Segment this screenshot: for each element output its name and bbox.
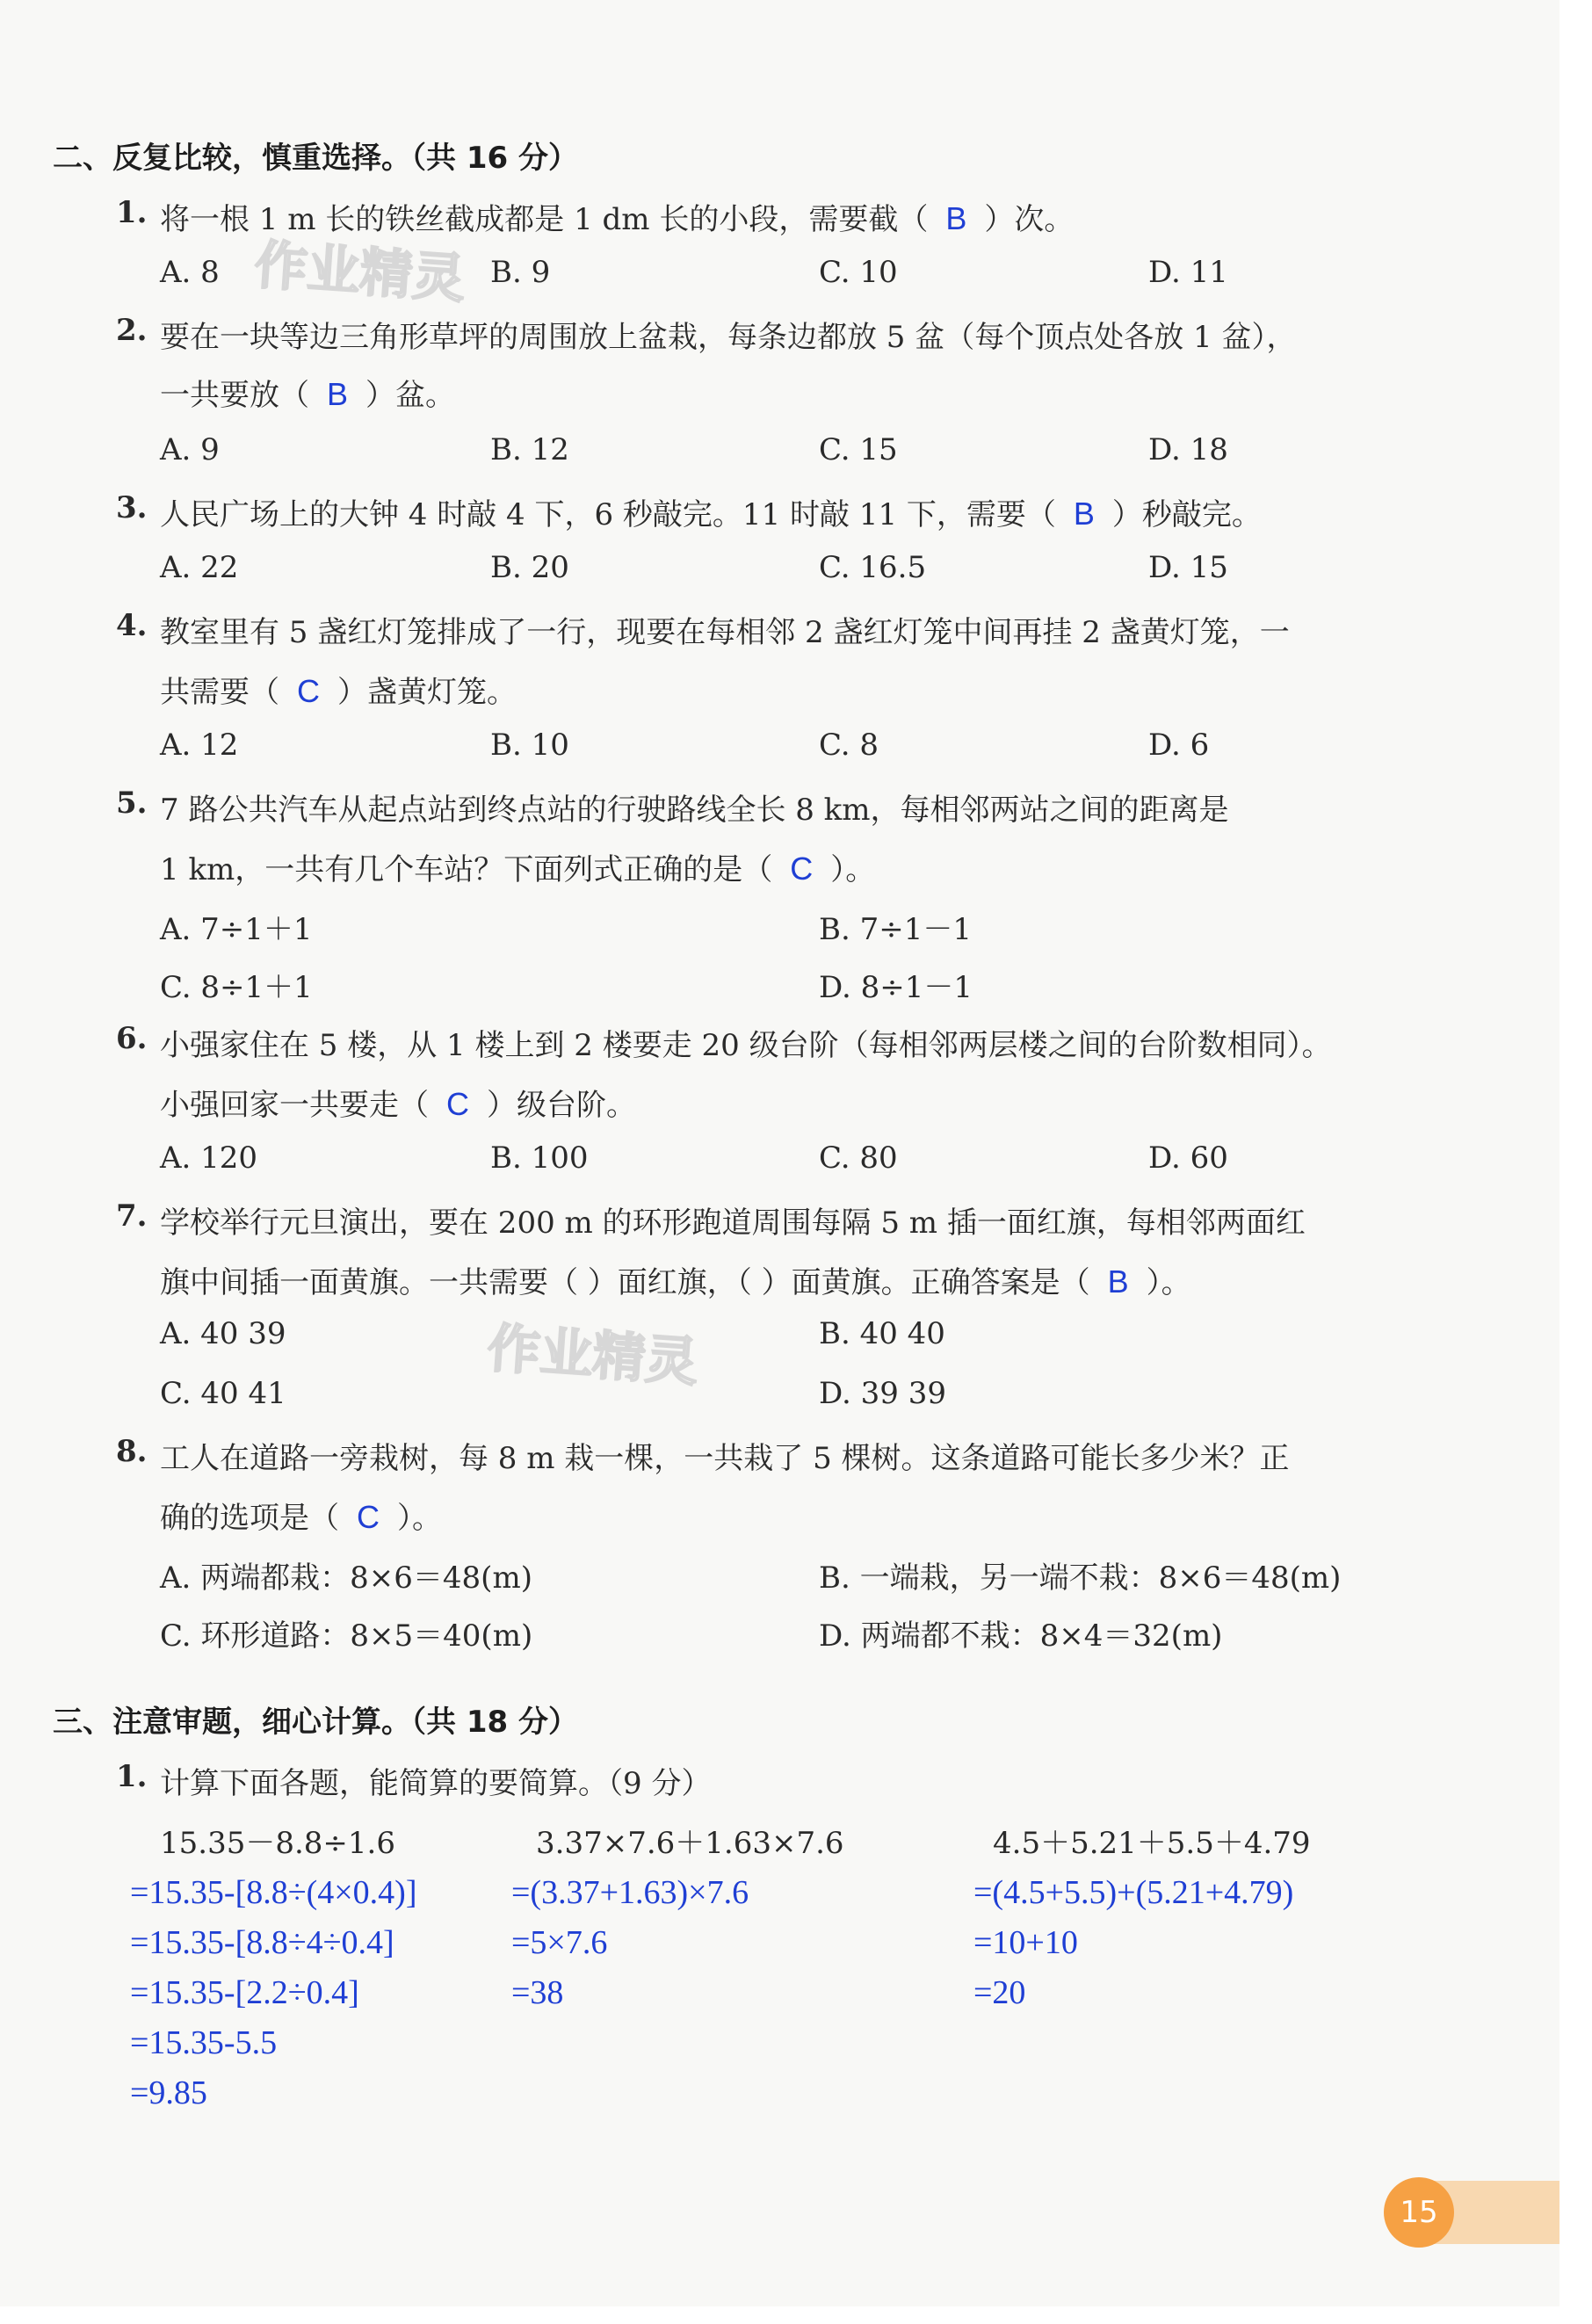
question-text: 人民广场上的大钟 4 时敲 4 下，6 秒敲完。11 时敲 11 下，需要（ B ）秒敲完。 — [160, 496, 1262, 532]
option-c: C. 80 — [819, 1140, 898, 1176]
question-text: 工人在道路一旁栽树，每 8 m 栽一棵，一共栽了 5 棵树。这条道路可能长多少米？正 — [160, 1441, 1290, 1476]
work-step: =(3.37+1.63)×7.6 — [511, 1874, 749, 1911]
option-d: D. 两端都不栽：8×4＝32(m) — [819, 1618, 1223, 1654]
work-step: =20 — [973, 1974, 1026, 2011]
answer-mark: B — [945, 200, 967, 236]
watermark: 作业精灵 — [252, 234, 467, 311]
answer-mark: C — [446, 1086, 469, 1122]
question-text: 计算下面各题，能简算的要简算。（9 分） — [160, 1766, 712, 1801]
option-a: A. 8 — [160, 255, 220, 290]
question-text: 小强回家一共要走（ C ）级台阶。 — [160, 1086, 636, 1123]
question-text: 小强家住在 5 楼，从 1 楼上到 2 楼要走 20 级台阶（每相邻两层楼之间的台阶数相同）。 — [160, 1028, 1332, 1063]
option-a: A. 9 — [160, 432, 220, 467]
option-b: B. 100 — [490, 1140, 589, 1176]
option-b: B. 40 40 — [819, 1316, 945, 1351]
option-c: C. 40 41 — [160, 1376, 286, 1411]
expression: 15.35－8.8÷1.6 — [160, 1826, 395, 1861]
work-step: =9.85 — [130, 2074, 207, 2111]
expression: 3.37×7.6＋1.63×7.6 — [536, 1826, 844, 1861]
answer-mark: B — [1107, 1263, 1129, 1300]
answer-mark: C — [357, 1499, 380, 1535]
work-step: =5×7.6 — [511, 1924, 608, 1961]
option-d: D. 39 39 — [819, 1376, 946, 1411]
option-c: C. 10 — [819, 255, 898, 290]
question-number: 5. — [116, 786, 148, 821]
question-text: 将一根 1 m 长的铁丝截成都是 1 dm 长的小段，需要截（ B ）次。 — [160, 200, 1075, 237]
option-b: B. 10 — [490, 728, 569, 763]
question-number: 3. — [116, 490, 148, 525]
option-b: B. 12 — [490, 432, 569, 467]
answer-mark: C — [790, 851, 814, 887]
question-text: 1 km，一共有几个车站？下面列式正确的是（ C ）。 — [160, 851, 876, 887]
question-number: 1. — [116, 1759, 148, 1794]
work-step: =10+10 — [973, 1924, 1078, 1961]
work-step: =15.35-5.5 — [130, 2024, 278, 2061]
question-number: 4. — [116, 608, 148, 643]
question-text: 要在一块等边三角形草坪的周围放上盆栽，每条边都放 5 盆（每个顶点处各放 1 盆）， — [160, 320, 1297, 355]
question-number: 2. — [116, 313, 148, 348]
expression: 4.5＋5.21＋5.5＋4.79 — [993, 1826, 1311, 1861]
option-d: D. 6 — [1148, 728, 1210, 763]
question-number: 8. — [116, 1434, 148, 1469]
option-d: D. 15 — [1148, 550, 1228, 585]
work-step: =(4.5+5.5)+(5.21+4.79) — [973, 1874, 1294, 1911]
question-text: 7 路公共汽车从起点站到终点站的行驶路线全长 8 km，每相邻两站之间的距离是 — [160, 793, 1229, 828]
option-a: A. 22 — [160, 550, 239, 585]
question-text: 确的选项是（ C ）。 — [160, 1499, 442, 1536]
option-d: D. 11 — [1148, 255, 1228, 290]
option-b: B. 7÷1－1 — [819, 912, 972, 947]
option-c: C. 8 — [819, 728, 879, 763]
section-3-title: 三、注意审题，细心计算。（共 18 分） — [53, 1705, 578, 1740]
option-c: C. 16.5 — [819, 550, 927, 585]
answer-mark: B — [327, 376, 349, 412]
question-number: 1. — [116, 195, 148, 230]
option-a: A. 12 — [160, 728, 239, 763]
answer-mark: B — [1073, 496, 1095, 532]
work-step: =38 — [511, 1974, 564, 2011]
work-step: =15.35-[8.8÷(4×0.4)] — [130, 1874, 417, 1911]
option-c: C. 15 — [819, 432, 898, 467]
option-a: A. 7÷1＋1 — [160, 912, 313, 947]
watermark: 作业精灵 — [485, 1317, 700, 1394]
question-number: 7. — [116, 1198, 148, 1234]
question-text: 旗中间插一面黄旗。一共需要（ ）面红旗，（ ）面黄旗。正确答案是（ B ）。 — [160, 1263, 1191, 1300]
answer-mark: C — [297, 673, 320, 709]
option-d: D. 60 — [1148, 1140, 1228, 1176]
option-a: A. 40 39 — [160, 1316, 286, 1351]
option-b: B. 9 — [490, 255, 551, 290]
section-2-title: 二、反复比较，慎重选择。（共 16 分） — [53, 141, 578, 176]
option-b: B. 20 — [490, 550, 569, 585]
option-d: D. 8÷1－1 — [819, 970, 973, 1005]
question-text: 教室里有 5 盏红灯笼排成了一行，现要在每相邻 2 盏红灯笼中间再挂 2 盏黄灯笼，一 — [160, 615, 1290, 650]
option-d: D. 18 — [1148, 432, 1228, 467]
question-text: 一共要放（ B ）盆。 — [160, 376, 456, 413]
option-a: A. 120 — [160, 1140, 258, 1176]
option-a: A. 两端都栽：8×6＝48(m) — [160, 1560, 532, 1596]
work-step: =15.35-[2.2÷0.4] — [130, 1974, 359, 2011]
page-number: 15 — [1384, 2177, 1454, 2248]
option-c: C. 环形道路：8×5＝40(m) — [160, 1618, 533, 1654]
work-step: =15.35-[8.8÷4÷0.4] — [130, 1924, 394, 1961]
question-text: 学校举行元旦演出，要在 200 m 的环形跑道周围每隔 5 m 插一面红旗，每相邻两面红 — [160, 1205, 1306, 1241]
question-text: 共需要（ C ）盏黄灯笼。 — [160, 673, 517, 710]
question-number: 6. — [116, 1021, 148, 1056]
option-c: C. 8÷1＋1 — [160, 970, 313, 1005]
option-b: B. 一端栽，另一端不栽：8×6＝48(m) — [819, 1560, 1342, 1596]
